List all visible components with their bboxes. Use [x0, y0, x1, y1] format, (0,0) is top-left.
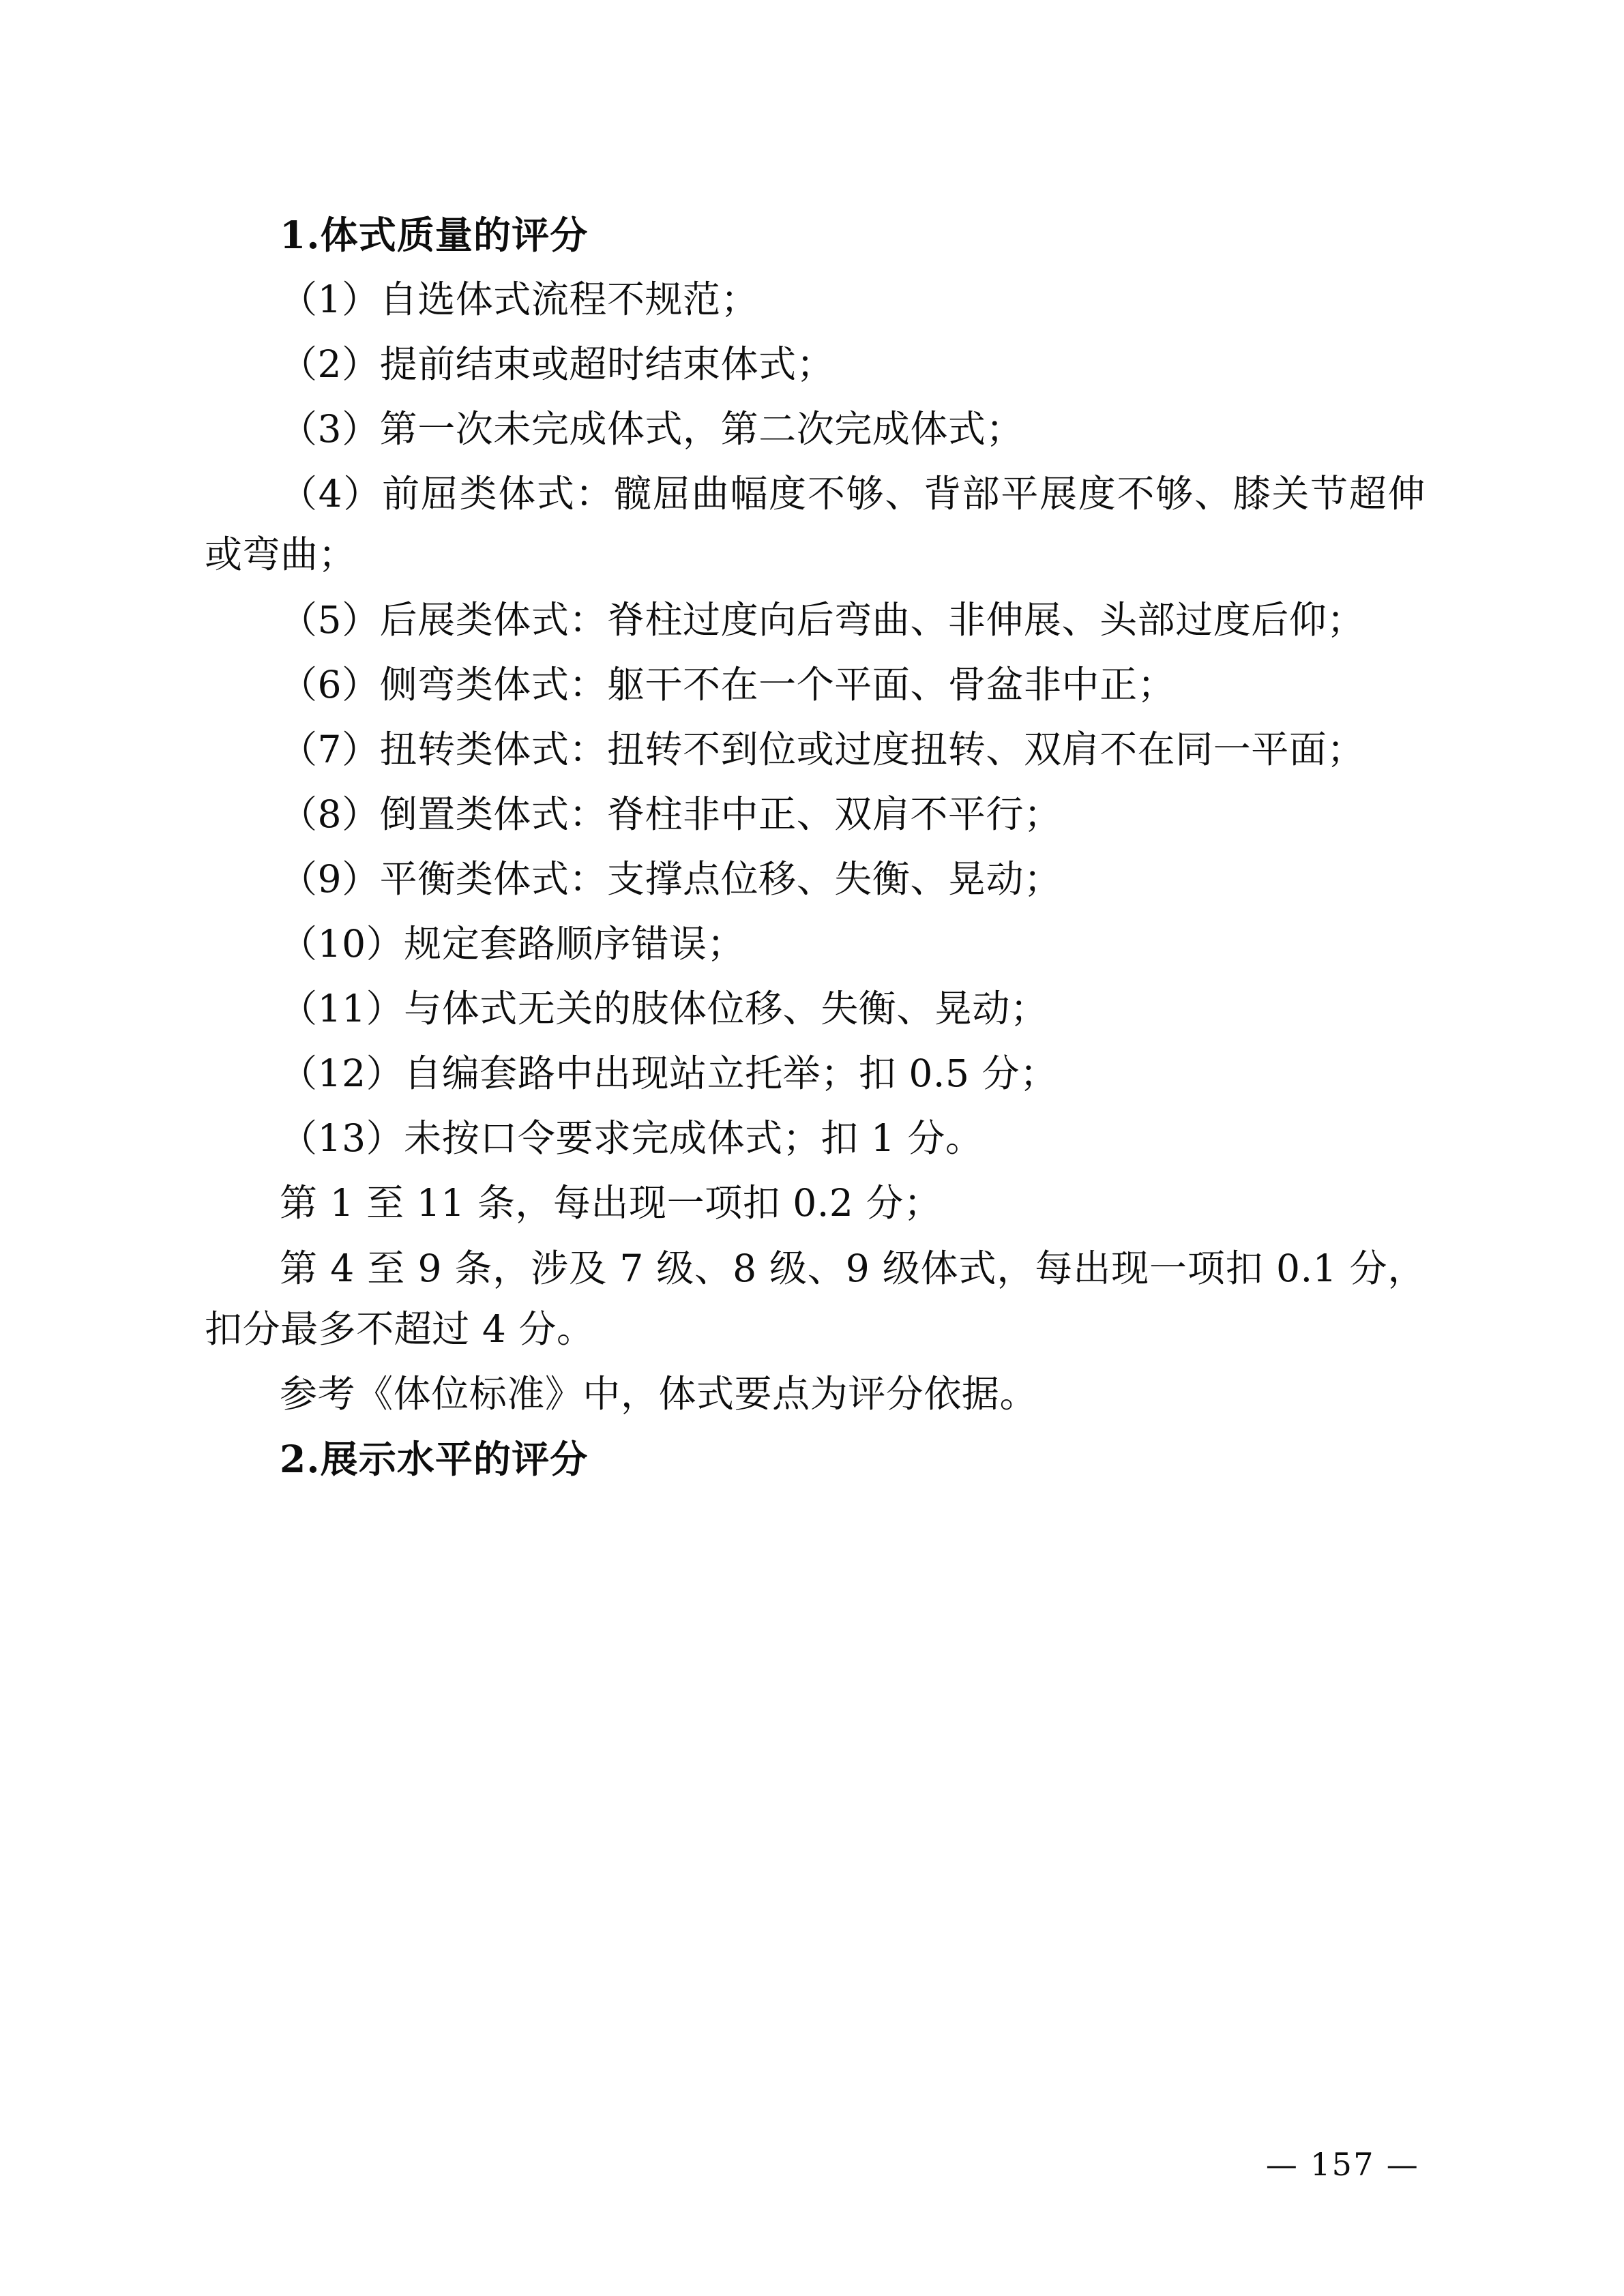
list-item: （13）未按口令要求完成体式；扣 1 分。 — [280, 1116, 984, 1161]
list-item: （5）后展类体式：脊柱过度向后弯曲、非伸展、头部过度后仰； — [280, 597, 1365, 642]
list-item: （1）自选体式流程不规范； — [280, 278, 759, 322]
list-item: （11）与体式无关的肢体位移、失衡、晃动； — [280, 987, 1048, 1031]
list-item: （8）倒置类体式：脊柱非中正、双肩不平行； — [280, 792, 1062, 836]
note-paragraph: 第 1 至 11 条，每出现一项扣 0.2 分； — [280, 1181, 942, 1225]
page-number: — 157 — — [1265, 2146, 1419, 2183]
list-item: （4）前屈类体式：髋屈曲幅度不够、背部平展度不够、膝关节超伸或弯曲； — [205, 472, 1426, 577]
page-content — [205, 205, 1426, 1489]
list-item: （9）平衡类体式：支撑点位移、失衡、晃动； — [280, 856, 1062, 901]
section-2-heading: 2.展示水平的评分 — [280, 1436, 589, 1481]
list-item: （7）扭转类体式：扭转不到位或过度扭转、双肩不在同一平面； — [280, 727, 1365, 771]
list-item: （3）第一次未完成体式，第二次完成体式； — [280, 407, 1024, 451]
note-paragraph: 参考《体位标准》中，体式要点为评分依据。 — [280, 1371, 1038, 1416]
list-item: （6）侧弯类体式：躯干不在一个平面、骨盆非中正； — [280, 662, 1176, 706]
list-item: （2）提前结束或超时结束体式； — [280, 342, 835, 387]
list-item: （10）规定套路顺序错误； — [280, 922, 745, 966]
list-item: （12）自编套路中出现站立托举；扣 0.5 分； — [280, 1052, 1058, 1096]
note-paragraph: 第 4 至 9 条，涉及 7 级、8 级、9 级体式，每出现一项扣 0.1 分，扣分最多不超过 4 分。 — [205, 1246, 1426, 1351]
section-1-heading: 1.体式质量的评分 — [280, 213, 589, 257]
